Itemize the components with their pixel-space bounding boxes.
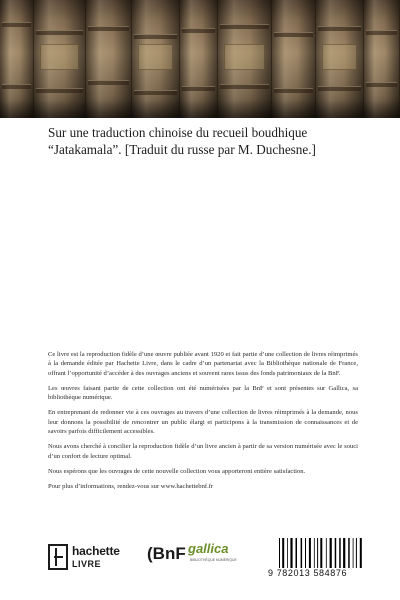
barcode-bar — [287, 538, 288, 568]
barcode-bar — [279, 538, 280, 568]
barcode-bar — [343, 538, 345, 568]
barcode-bar — [356, 538, 357, 568]
barcode-bar — [305, 538, 306, 568]
bnf-paren-icon: ( — [147, 544, 153, 563]
barcode-bar — [317, 538, 318, 568]
barcode-bar — [330, 538, 332, 568]
footer-logos — [48, 538, 378, 578]
barcode-bar — [314, 538, 315, 568]
barcode-bar — [353, 538, 354, 568]
gallica-logo — [188, 541, 240, 575]
notice-paragraph: En entreprenant de redonner vie à ces ouvrages au travers d’une collection de livres réimprimés à la demande, nous leur donnons la possibilité de rencontrer un public élargi et participons à la transmission de connaissances et de savoirs parfois difficilement accessibles. — [48, 409, 358, 436]
book-title: Sur une traduction chinoise du recueil boudhique “Jatakamala”. [Traduit du russe par M. Duchesne.] — [48, 125, 316, 157]
barcode-bar — [282, 538, 284, 568]
barcode-bar — [309, 538, 311, 568]
notice-paragraph: Nous avons cherché à concilier la reproduction fidèle d’un livre ancien à partir de sa version numérisée avec le souci d’un confort de lecture optimal. — [48, 443, 358, 460]
gallica-logo-name: gallica — [188, 541, 229, 556]
hachette-livre-logo — [48, 542, 138, 574]
notice-paragraph: Nous espérons que les ouvrages de cette nouvelle collection vous apporteront entière satisfaction. — [48, 467, 306, 475]
barcode-digits: 9 782013 584876 — [268, 568, 348, 578]
publisher-notice — [48, 350, 358, 498]
bnf-logo-text: BnF — [152, 544, 186, 563]
bnf-logo — [147, 544, 186, 564]
shelf-shadow — [0, 100, 400, 118]
cover-photo-book-spines — [0, 0, 400, 118]
barcode-bars — [278, 538, 384, 568]
notice-paragraph: Ce livre est la reproduction fidèle d’une œuvre publiée avant 1920 et fait partie d’une collection de livres réimprimés à la demande éditée par Hachette Livre, dans le cadre d’un partenariat avec la Bibliothèque nationale de France, offrant l’opportunité d’accéder à des ouvrages anciens et souvent rares issus des fonds patrimoniaux de la BnF. — [48, 351, 358, 377]
hachette-logo-name: hachette — [72, 544, 120, 558]
barcode-bar — [290, 538, 292, 568]
isbn-barcode — [268, 538, 388, 580]
hachette-logo-sub: LIVRE — [72, 559, 102, 569]
barcode-bar — [296, 538, 298, 568]
barcode-bar — [348, 538, 350, 568]
hachette-h-mark-icon — [48, 544, 68, 570]
barcode-bar — [320, 538, 322, 568]
notice-paragraph: Les œuvres faisant partie de cette collection ont été numérisées par la BnF et sont présentes sur Gallica, sa bibliothèque numérique. — [48, 384, 358, 402]
barcode-bar — [326, 538, 327, 568]
barcode-bar — [360, 538, 362, 568]
barcode-bar — [335, 538, 337, 568]
barcode-bar — [301, 538, 303, 568]
more-info-line: Pour plus d’informations, rendez-vous sur www.hachettebnf.fr — [48, 483, 214, 491]
gallica-logo-sub: BIBLIOTHÈQUE NUMÉRIQUE — [190, 558, 237, 562]
barcode-bar — [339, 538, 341, 568]
